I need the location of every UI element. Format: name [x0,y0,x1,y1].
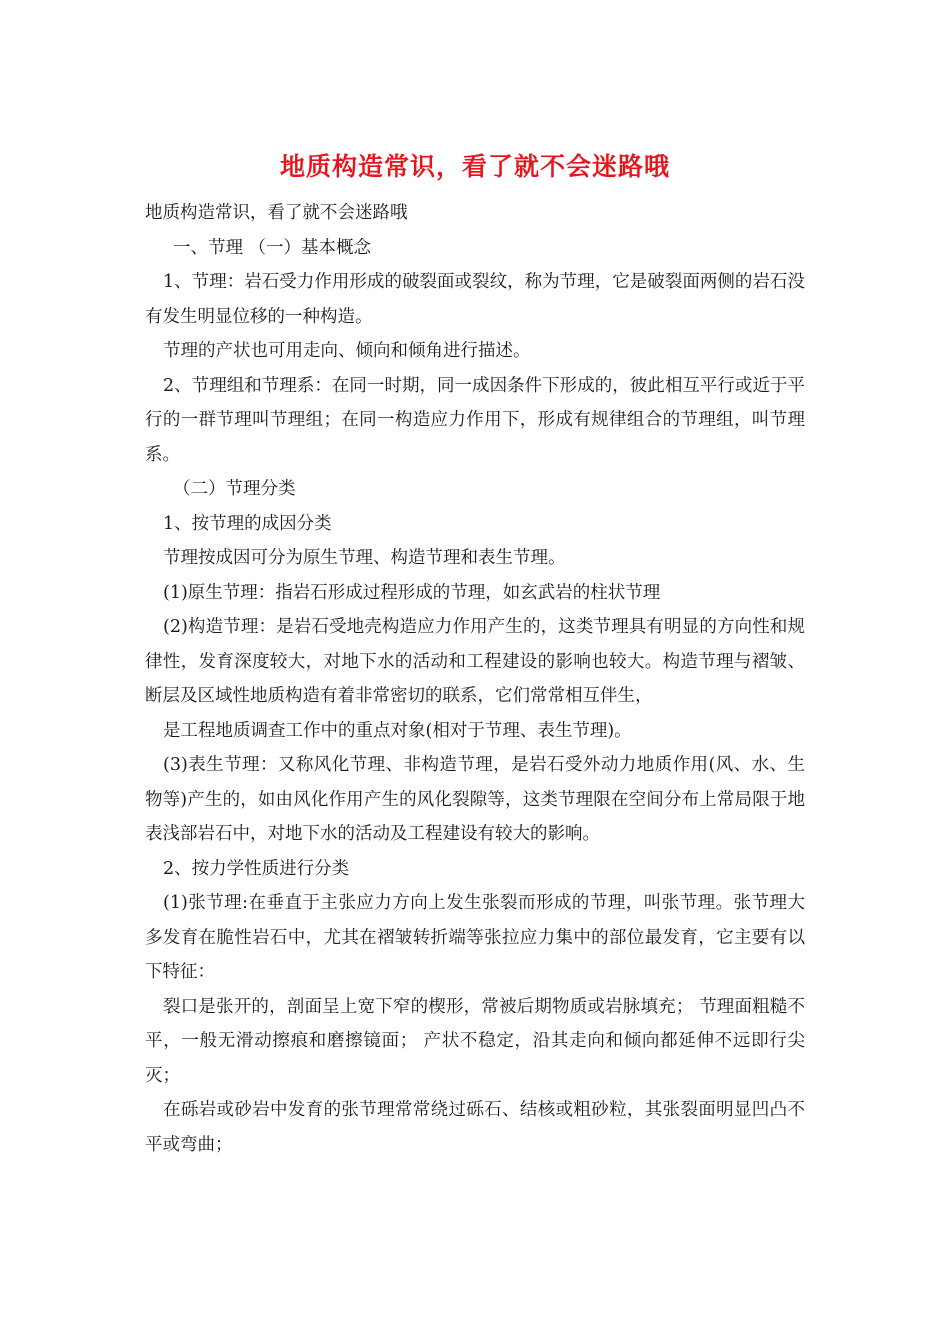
paragraph-joint-definition: 1、节理：岩石受力作用形成的破裂面或裂纹，称为节理，它是破裂面两侧的岩石没有发生明显位移的一种构造。 [145,272,805,327]
document-title: 地质构造常识，看了就不会迷路哦 [279,152,670,181]
paragraph-conglomerate-joints: 在砾岩或砂岩中发育的张节理常常绕过砾石、结核或粗砂粒，其张裂面明显凹凸不平或弯曲； [145,1100,805,1155]
paragraph-tectonic-joint: (2)构造节理：是岩石受地壳构造应力作用产生的，这类节理具有明显的方向性和规律性，发育深度较大，对地下水的活动和工程建设的影响也较大。构造节理与褶皱、断层及区域性地质构造有着非常密切的联系，它们常常相互伴生， [145,617,805,706]
paragraph-origin-types: 节理按成因可分为原生节理、构造节理和表生节理。 [163,548,566,568]
paragraph-joint-attitude: 节理的产状也可用走向、倾向和倾角进行描述。 [163,341,531,361]
paragraph-joint-sets: 2、节理组和节理系：在同一时期，同一成因条件下形成的，彼此相互平行或近于平行的一群节理叫节理组；在同一构造应力作用下，形成有规律组合的节理组，叫节理系。 [145,375,805,465]
paragraph-by-origin: 1、按节理的成因分类 [163,513,332,534]
document-body [145,196,805,1162]
paragraph-joint-classification: （二）节理分类 [173,479,296,499]
paragraph-tectonic-joint-cont: 是工程地质调查工作中的重点对象(相对于节理、表生节理)。 [163,720,632,741]
paragraph-section-joints: 一、节理 （一）基本概念 [173,237,372,258]
paragraph-supergene-joint: (3)表生节理：又称风化节理、非构造节理，是岩石受外动力地质作用(风、水、生物等)产生的，如由风化作用产生的风化裂隙等，这类节理限在空间分布上常局限于地表浅部岩石中，对地下水的活动及工程建设有较大的影响。 [145,755,805,844]
paragraph-by-mechanics: 2、按力学性质进行分类 [163,858,350,879]
paragraph-tension-joint: (1)张节理:在垂直于主张应力方向上发生张裂而形成的节理，叫张节理。张节理大多发育在脆性岩石中，尤其在褶皱转折端等张拉应力集中的部位最发育，它主要有以下特征： [145,893,805,982]
paragraph-tension-features: 裂口是张开的，剖面呈上宽下窄的楔形，常被后期物质或岩脉填充； 节理面粗糙不平，一般无滑动擦痕和磨擦镜面； 产状不稳定，沿其走向和倾向都延伸不远即行尖灭； [145,996,805,1086]
paragraph-primary-joint: (1)原生节理：指岩石形成过程形成的节理，如玄武岩的柱状节理 [163,582,661,603]
paragraph-subtitle: 地质构造常识，看了就不会迷路哦 [145,203,408,223]
